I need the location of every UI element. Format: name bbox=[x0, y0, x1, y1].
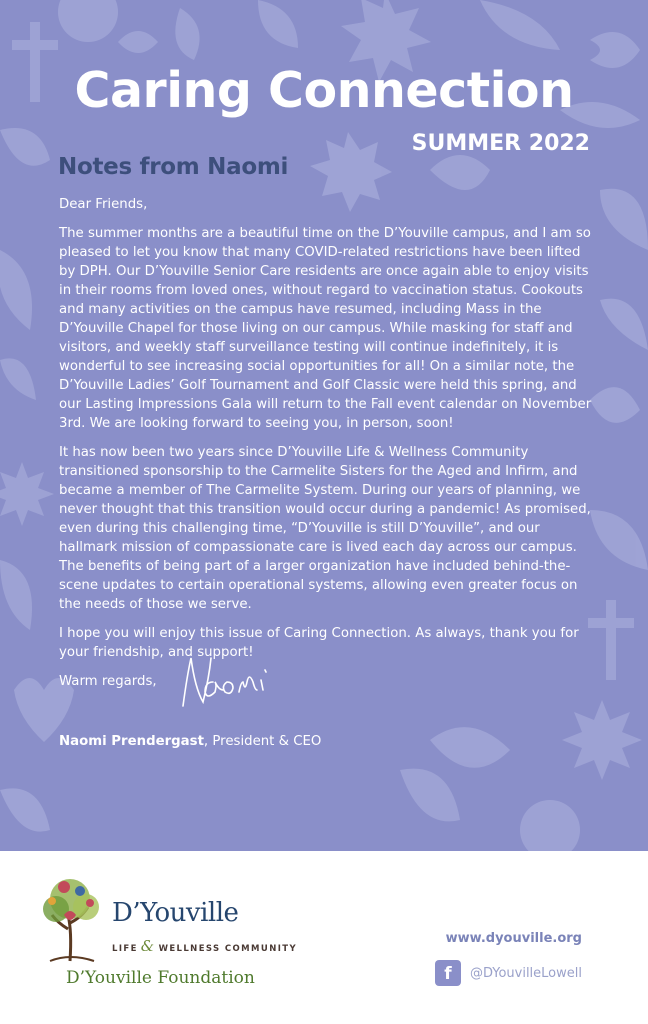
letter-paragraph: It has now been two years since D’Youville Life & Wellness Community transitioned sponsorship to the Carmelite Sisters for the Aged and Infirm, and became a member of The Carmelite System. During our years of planning, we never thought that this transition would occur during a pandemic! As promised, even during this challenging time, “D’Youville is still D’Youville”, and our hallmark mission of compassionate care is lived each day across our campus. The benefits of being part of a larger organization have included behind-the-scene updates to certain operational systems, allowing even greater focus on the needs of those we serve. bbox=[59, 445, 591, 612]
circle-shape bbox=[58, 0, 118, 42]
brand-tagline bbox=[112, 937, 297, 955]
letter-paragraph: I hope you will enjoy this issue of Caring Connection. As always, thank you for your friendship, and support! bbox=[59, 626, 579, 660]
flourish-icon bbox=[430, 155, 490, 190]
signer-title: , President & CEO bbox=[203, 734, 322, 749]
letter-body bbox=[59, 195, 599, 761]
issue-season: SUMMER 2022 bbox=[411, 131, 590, 156]
leaf-icon bbox=[0, 358, 36, 400]
signer-line bbox=[59, 732, 599, 751]
handwritten-signature bbox=[179, 652, 289, 712]
facebook-icon[interactable]: f bbox=[435, 960, 461, 986]
social-row[interactable] bbox=[435, 960, 582, 986]
leaf-icon bbox=[600, 189, 648, 250]
newsletter-title: Caring Connection bbox=[74, 62, 574, 119]
leaf-icon bbox=[0, 560, 32, 630]
footer bbox=[0, 851, 648, 1024]
foundation-name: D’Youville Foundation bbox=[66, 968, 255, 988]
leaf-icon bbox=[600, 299, 648, 350]
tagline-left: LIFE bbox=[112, 944, 138, 954]
leaf-icon bbox=[0, 250, 32, 330]
website-link[interactable]: www.dyouville.org bbox=[445, 931, 582, 946]
leaf-icon bbox=[0, 788, 50, 831]
signature-row bbox=[59, 672, 599, 732]
section-heading: Notes from Naomi bbox=[58, 154, 289, 180]
leaf-icon bbox=[480, 0, 560, 50]
letter-closing: Warm regards, bbox=[59, 674, 157, 689]
tree-logo-icon bbox=[36, 869, 108, 969]
tagline-ampersand: & bbox=[140, 937, 156, 955]
letter-greeting: Dear Friends, bbox=[59, 197, 148, 212]
leaf-icon bbox=[258, 0, 298, 48]
social-handle[interactable]: @DYouvilleLowell bbox=[469, 965, 582, 981]
leaf-icon bbox=[118, 31, 158, 53]
brand-name: D’Youville bbox=[112, 898, 239, 928]
signer-name: Naomi Prendergast bbox=[59, 734, 204, 749]
leaf-icon bbox=[400, 769, 460, 822]
tagline-right: WELLNESS COMMUNITY bbox=[158, 944, 298, 954]
letter-paragraph: The summer months are a beautiful time on the D’Youville campus, and I am so pleased to let you know that many COVID-related restrictions have been lifted by DPH. Our D’Youville Senior Care residents are once again able to enjoy visits in their rooms from loved ones, without regard to vaccination status. Cookouts and many activities on the campus have resumed, including Mass in the D’Youville Chapel for those living on our campus. While masking for staff and visitors, and weekly staff surveillance testing will continue indefinitely, it is wonderful to see increasing social opportunities for all! On a similar note, the D’Youville Ladies’ Golf Tournament and Golf Classic were held this spring, and our Lasting Impressions Gala will return to the Fall event calendar on November 3rd. We are looking forward to seeing you, in person, soon! bbox=[59, 226, 592, 431]
circle-shape bbox=[520, 800, 580, 851]
sun-icon bbox=[0, 462, 54, 526]
leaf-icon bbox=[0, 128, 50, 166]
leaf-icon bbox=[175, 8, 199, 60]
